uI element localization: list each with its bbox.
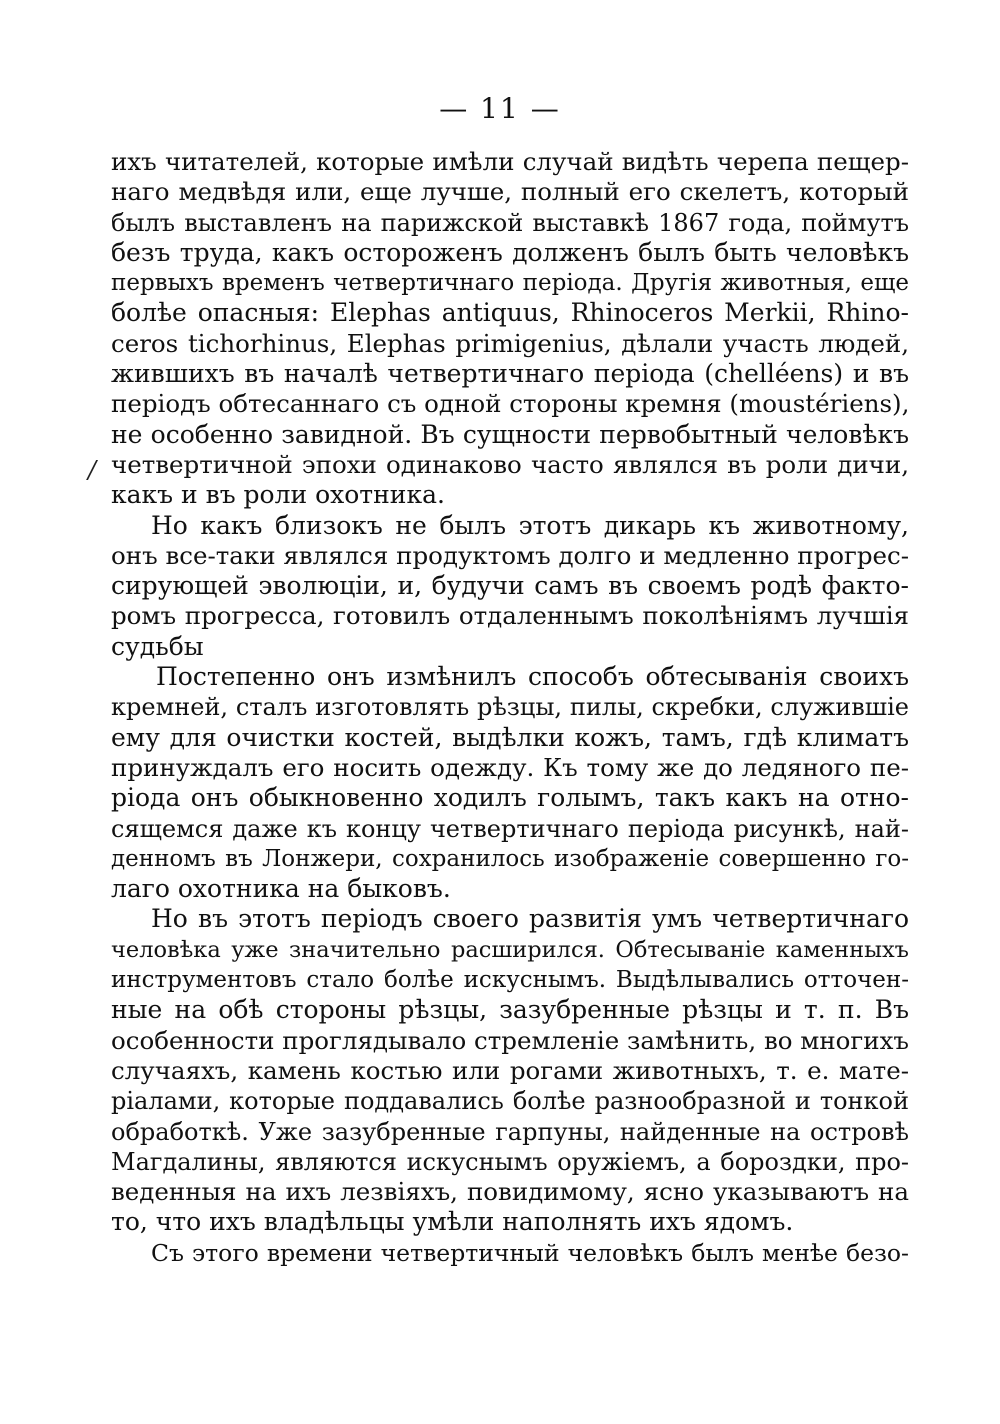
text-line: судьбы [111, 631, 204, 661]
text-line: сирующей эволюціи, и, будучи самъ въ своемъ родѣ факто- [111, 571, 909, 601]
text-line: сящемся даже къ концу четвертичнаго періода рисункѣ, най- [111, 814, 909, 843]
text-line: кремней, сталъ изготовлять рѣзцы, пилы, скребки, служившіе [111, 693, 909, 722]
text-line: какъ и въ роли охотника. [111, 480, 445, 510]
text-line: Съ этого времени четвертичный человѣкъ былъ менѣе безо- [151, 1238, 909, 1267]
text-line: ріода онъ обыкновенно ходилъ голымъ, такъ какъ на отно- [111, 783, 909, 813]
text-line: жившихъ въ началѣ четвертичнаго періода (chelléens) и въ [111, 359, 909, 389]
text-line: ромъ прогресса, готовилъ отдаленнымъ поколѣніямъ лучшія [111, 601, 909, 631]
text-line: лаго охотника на быковъ. [111, 874, 451, 904]
text-line: случаяхъ, камень костью или рогами животныхъ, т. е. мате- [111, 1055, 909, 1085]
text-line: періодъ обтесаннаго съ одной стороны кремня (moustériens), [111, 389, 909, 419]
text-line: наго медвѣдя или, еще лучше, полный его скелетъ, который [111, 177, 909, 207]
text-line: ceros tichorhinus, Elephas primigenius, дѣлали участь людей, [111, 328, 909, 358]
page-number: — 11 — [439, 92, 561, 125]
text-line: Но въ этотъ періодъ своего развитія умъ четвертичнаго [151, 904, 909, 934]
text-line: ему для очистки костей, выдѣлки кожъ, тамъ, гдѣ климатъ [111, 722, 909, 752]
text-line: ные на обѣ стороны рѣзцы, зазубренные рѣзцы и т. п. Въ [111, 995, 909, 1025]
text-line: инструментовъ стало болѣе искуснымъ. Выдѣлывались отточен- [111, 967, 909, 994]
text-line: денномъ въ Лонжери, сохранилось изображеніе совершенно го- [111, 845, 909, 872]
text-line: первыхъ временъ четвертичнаго періода. Другія животныя, еще [111, 270, 909, 297]
text-line: Магдалины, являются искуснымъ оружіемъ, а бороздки, про- [111, 1147, 909, 1176]
text-line: четвертичной эпохи одинаково часто являлся въ роли дичи, [111, 449, 909, 479]
margin-mark: / [88, 456, 97, 484]
text-line: принуждалъ его носить одежду. Къ тому же до ледяного пе- [111, 752, 909, 782]
text-line: Постепенно онъ измѣнилъ способъ обтесыванія своихъ [156, 662, 909, 692]
text-line: обработкѣ. Уже зазубренные гарпуны, найденные на островѣ [111, 1117, 909, 1146]
text-line: человѣка уже значительно расширился. Обтесываніе каменныхъ [111, 936, 909, 963]
text-line: ихъ читателей, которые имѣли случай видѣть черепа пещер- [111, 147, 909, 176]
text-line: ріалами, которые поддавались болѣе разнообразной и тонкой [111, 1087, 909, 1116]
text-line: не особенно завидной. Въ сущности первобытный человѣкъ [111, 419, 909, 449]
text-line: болѣе опасныя: Elephas antiquus, Rhinoceros Merkii, Rhino- [111, 298, 909, 328]
text-line: веденныя на ихъ лезвіяхъ, повидимому, ясно указываютъ на [111, 1177, 909, 1207]
text-line: безъ труда, какъ остороженъ долженъ былъ быть человѣкъ [111, 237, 909, 267]
text-line: Но какъ близокъ не былъ этотъ дикарь къ животному, [151, 510, 909, 540]
text-line: особенности проглядывало стремленіе замѣнить, во многихъ [111, 1025, 909, 1055]
text-line: то, что ихъ владѣльцы умѣли наполнять ихъ ядомъ. [111, 1207, 794, 1237]
body-text [111, 147, 909, 1268]
text-line: былъ выставленъ на парижской выставкѣ 1867 года, поймутъ [111, 208, 909, 237]
text-line: онъ все-таки являлся продуктомъ долго и медленно прогрес- [111, 540, 909, 570]
